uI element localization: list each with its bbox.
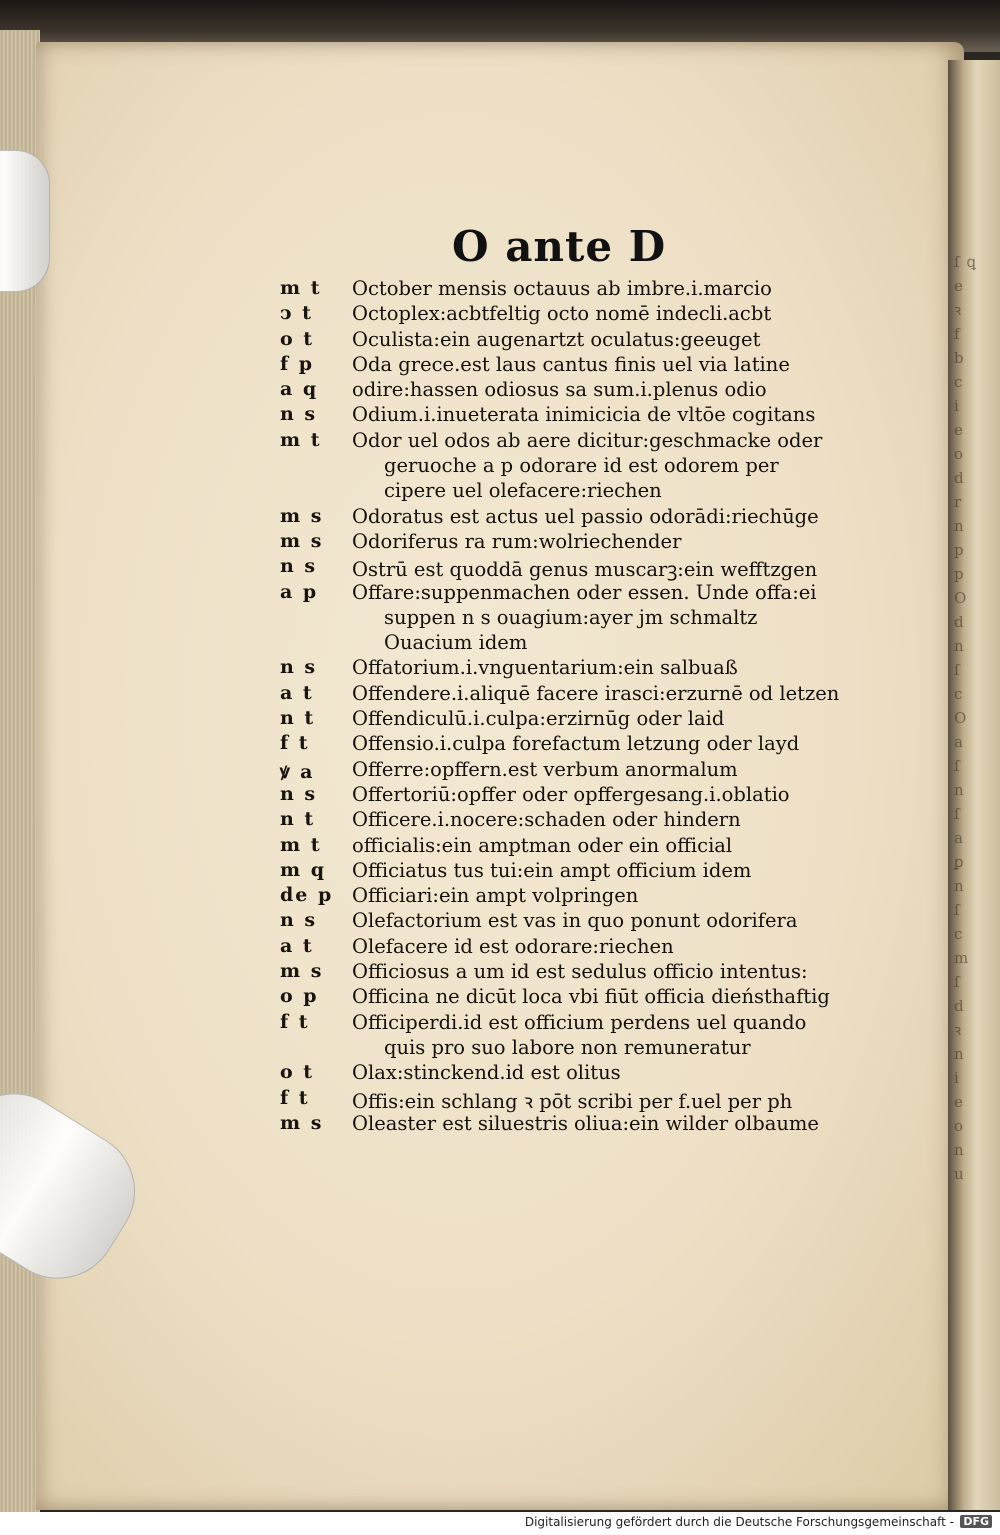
entry-row — [280, 1112, 900, 1137]
page-heading: O ante D — [452, 222, 667, 271]
entry-text: Officiari:ein ampt volpringen — [352, 884, 639, 908]
footer-credit: Digitalisierung gefördert durch die Deutsche Forschungsgemeinschaft - — [524, 1515, 954, 1529]
grammar-code: n t — [280, 707, 316, 730]
entry-text: Offendere.i.aliquē facere irasci:erzurnē od letzen — [352, 681, 840, 705]
entry-row — [280, 555, 900, 580]
entry-text: cipere uel olefacere:riechen — [384, 479, 662, 503]
grammar-code: m t — [280, 277, 322, 299]
entry-row — [280, 834, 900, 859]
entry-text: Oleaster est siluestris oliua:ein wilder olbaume — [352, 1111, 819, 1135]
entry-text: geruoche a p odorare id est odorem per — [384, 454, 779, 478]
grammar-code: m t — [280, 428, 322, 451]
entry-text: Officere.i.nocere:schaden oder hindern — [352, 808, 741, 832]
entry-row — [280, 808, 900, 833]
entry-row — [280, 656, 900, 681]
entry-row — [280, 353, 900, 378]
entry-row — [280, 682, 900, 707]
entry-text: Officiosus a um id est sedulus officio intentus: — [352, 960, 808, 984]
grammar-code: f t — [280, 1010, 310, 1033]
grammar-code: o t — [280, 1061, 315, 1084]
grammar-code: m s — [280, 960, 324, 983]
adjacent-page-bleed: ſ ꝗ e ꝛ f b c i e o d r n p p O d n ſ c O a ſ n ſ a ꝑ n ſ c m ſ d ꝛ n i e o n u — [954, 253, 977, 1183]
entry-text: Olax:stinckend.id est olitus — [352, 1061, 621, 1085]
dictionary-entries — [280, 277, 900, 1137]
grammar-code: m s — [280, 529, 324, 552]
entry-row — [280, 302, 900, 327]
page-clip-upper — [0, 150, 50, 292]
entry-text: odire:hassen odiosus sa sum.i.plenus odio — [352, 378, 767, 402]
grammar-code: f p — [280, 352, 315, 375]
entry-row — [280, 960, 900, 985]
entry-text: Ostrū est quoddā genus muscarꝫ:ein wefftzgen — [352, 558, 818, 582]
entry-row — [280, 530, 900, 555]
entry-row — [280, 707, 900, 732]
entry-row — [280, 859, 900, 884]
entry-text: Oda grece.est laus cantus finis uel via latine — [352, 352, 790, 376]
entry-text: Offerre:opffern.est verbum anormalum — [352, 757, 738, 781]
entry-row — [280, 403, 900, 428]
entry-text: Oculista:ein augenartzt oculatus:geeuget — [352, 327, 761, 351]
entry-text: quis pro suo labore non remuneratur — [384, 1035, 751, 1059]
entry-text: suppen n s ouagium:ayer jm schmaltz — [384, 605, 758, 629]
grammar-code: o p — [280, 985, 319, 1008]
entry-text: October mensis octauus ab imbre.i.marcio — [352, 277, 772, 300]
entry-text: officialis:ein amptman oder ein official — [352, 833, 733, 857]
grammar-code: f t — [280, 1086, 310, 1109]
entry-row — [280, 1087, 900, 1112]
grammar-code: o t — [280, 327, 315, 350]
grammar-code: n s — [280, 909, 318, 932]
entry-row — [280, 985, 900, 1010]
entry-text: Olefacere id est odorare:riechen — [352, 934, 674, 958]
entry-text: Odium.i.inueterata inimicicia de vltōe cogitans — [352, 403, 816, 427]
entry-text: Offendiculū.i.culpa:erzirnūg oder laid — [352, 707, 725, 731]
entry-continuation-row — [280, 1036, 900, 1061]
entry-row — [280, 1011, 900, 1036]
entry-text: Offare:suppenmachen oder essen. Unde offa:ei — [352, 580, 817, 604]
entry-row — [280, 429, 900, 454]
entry-text: Odor uel odos ab aere dicitur:geschmacke oder — [352, 428, 823, 452]
entry-continuation-row — [280, 454, 900, 479]
grammar-code: de p — [280, 884, 334, 907]
entry-row — [280, 884, 900, 909]
entry-text: Offatorium.i.vnguentarium:ein salbuaß — [352, 656, 738, 680]
grammar-code: n s — [280, 656, 318, 679]
grammar-code: a t — [280, 934, 314, 957]
entry-continuation-row — [280, 631, 900, 656]
grammar-code: n s — [280, 782, 318, 805]
dfg-logo: DFG — [960, 1515, 992, 1528]
entry-continuation-row — [280, 479, 900, 504]
grammar-code: n t — [280, 808, 316, 831]
entry-text: Officina ne dicūt loca vbi fiūt officia dieństhaftig — [352, 985, 830, 1009]
grammar-code: n s — [280, 555, 318, 578]
grammar-code: f t — [280, 732, 310, 755]
entry-text: Octoplex:acbtfeltig octo nomē indecli.acbt — [352, 302, 772, 326]
entry-text: Odoriferus ra rum:wolriechender — [352, 529, 682, 553]
entry-text: Odoratus est actus uel passio odorādi:riechūge — [352, 504, 819, 528]
grammar-code: n s — [280, 403, 318, 426]
entry-text: Offis:ein schlang ꝛ pōt scribi per f.uel per ph — [352, 1089, 793, 1113]
entry-row — [280, 732, 900, 757]
entry-row — [280, 328, 900, 353]
entry-row — [280, 505, 900, 530]
entry-text: Officiperdi.id est officium perdens uel quando — [352, 1010, 807, 1034]
grammar-code: a p — [280, 580, 319, 603]
grammar-code: ↄ t — [280, 302, 313, 325]
entry-text: Olefactorium est vas in quo ponunt odorifera — [352, 909, 798, 933]
entry-row — [280, 758, 900, 783]
grammar-code: m t — [280, 833, 322, 856]
entry-row — [280, 935, 900, 960]
footer-bar — [0, 1512, 1000, 1535]
entry-row — [280, 909, 900, 934]
entry-row — [280, 277, 900, 302]
entry-row — [280, 783, 900, 808]
entry-row — [280, 581, 900, 606]
entry-row — [280, 1061, 900, 1086]
entry-text: Offertoriū:opffer oder opffergesang.i.oblatio — [352, 782, 790, 806]
grammar-code: m s — [280, 1111, 324, 1134]
grammar-code: a t — [280, 681, 314, 704]
entry-text: Offensio.i.culpa forefactum letzung oder layd — [352, 732, 800, 756]
entry-row — [280, 378, 900, 403]
entry-text: Ouacium idem — [384, 631, 528, 655]
grammar-code: m q — [280, 858, 327, 881]
entry-text: Officiatus tus tui:ein ampt officium idem — [352, 858, 752, 882]
grammar-code: ꝟ a — [280, 760, 315, 783]
grammar-code: m s — [280, 504, 324, 527]
entry-continuation-row — [280, 606, 900, 631]
grammar-code: a q — [280, 378, 319, 401]
